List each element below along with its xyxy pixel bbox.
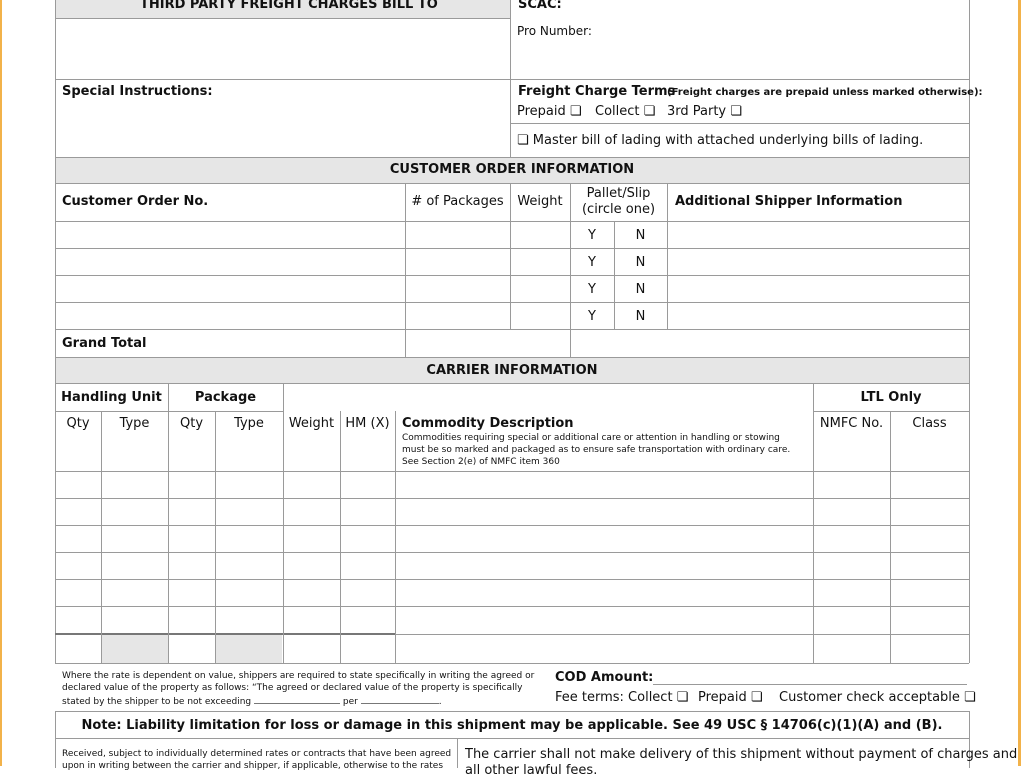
carrier-total-cell-1 xyxy=(101,634,168,663)
grand-total-label: Grand Total xyxy=(62,336,147,351)
customer-order-no-header: Customer Order No. xyxy=(62,194,209,209)
hm-header: HM (X) xyxy=(345,416,390,431)
hu-type-header: Type xyxy=(119,416,150,431)
hu-qty-header: Qty xyxy=(66,416,90,431)
received-line-2: upon in writing between the carrier and shipper, if applicable, otherwise to the rates xyxy=(62,761,444,771)
value-note-line-1: Where the rate is dependent on value, shippers are required to state specifically in writing the agreed or xyxy=(62,671,535,681)
cod-amount-label: COD Amount: xyxy=(555,670,654,685)
pallet-yes-1[interactable]: Y xyxy=(588,228,596,243)
fee-customer-check-checkbox[interactable]: Customer check acceptable ❏ xyxy=(779,690,976,705)
value-note-line-3 xyxy=(62,694,442,708)
nmfc-header: NMFC No. xyxy=(819,416,884,431)
pkg-qty-header: Qty xyxy=(179,416,204,431)
ltl-only-header: LTL Only xyxy=(860,390,922,405)
cod-amount-line[interactable] xyxy=(653,684,967,685)
handling-unit-header: Handling Unit xyxy=(61,390,162,405)
value-note-line-3-b: per xyxy=(342,697,358,707)
class-header: Class xyxy=(912,416,947,431)
carrier-delivery-line-2: all other lawful fees. xyxy=(465,763,598,778)
freight-terms-label: Freight Charge Terms xyxy=(518,84,676,99)
commodity-description-header: Commodity Description xyxy=(402,416,574,431)
weight-header: Weight xyxy=(517,194,563,209)
customer-order-title: CUSTOMER ORDER INFORMATION xyxy=(389,162,635,177)
pallet-no-1[interactable]: N xyxy=(635,228,646,243)
third-party-bill-to-title: THIRD PARTY FREIGHT CHARGES BILL TO xyxy=(140,0,438,12)
additional-shipper-info-header: Additional Shipper Information xyxy=(675,194,903,209)
terms-third-party-checkbox[interactable]: 3rd Party ❏ xyxy=(667,104,742,119)
pallet-no-3[interactable]: N xyxy=(635,282,646,297)
circle-one-header: (circle one) xyxy=(581,202,656,217)
package-header: Package xyxy=(194,390,257,405)
carrier-delivery-line-1: The carrier shall not make delivery of this shipment without payment of charges and xyxy=(465,747,1018,762)
pallet-no-4[interactable]: N xyxy=(635,309,646,324)
pallet-yes-3[interactable]: Y xyxy=(588,282,596,297)
pallet-yes-4[interactable]: Y xyxy=(588,309,596,324)
received-line-1: Received, subject to individually determined rates or contracts that have been agreed xyxy=(62,749,452,759)
fee-collect-checkbox[interactable]: Fee terms: Collect ❏ xyxy=(555,690,689,705)
special-instructions-label: Special Instructions: xyxy=(62,84,213,99)
scac-label: SCAC: xyxy=(518,0,562,12)
pallet-slip-header: Pallet/Slip xyxy=(586,186,651,201)
value-note-line-3-c: . xyxy=(438,697,442,707)
pallet-yes-2[interactable]: Y xyxy=(588,255,596,270)
value-per-blank[interactable] xyxy=(361,694,439,704)
fee-prepaid-checkbox[interactable]: Prepaid ❏ xyxy=(698,690,763,705)
pallet-no-2[interactable]: N xyxy=(635,255,646,270)
master-bol-checkbox[interactable]: ❏ Master bill of lading with attached underlying bills of lading. xyxy=(517,133,924,148)
freight-terms-note: (Freight charges are prepaid unless marked otherwise): xyxy=(667,87,983,98)
carrier-info-title: CARRIER INFORMATION xyxy=(426,363,598,378)
terms-prepaid-checkbox[interactable]: Prepaid ❏ xyxy=(517,104,582,119)
pkg-type-header: Type xyxy=(234,416,264,431)
carrier-total-cell-2 xyxy=(215,634,282,663)
value-amount-blank[interactable] xyxy=(254,694,340,704)
carrier-weight-header: Weight xyxy=(288,416,335,431)
pro-number-label: Pro Number: xyxy=(517,24,592,38)
terms-collect-checkbox[interactable]: Collect ❏ xyxy=(595,104,656,119)
value-note-line-2: declared value of the property as follows: “The agreed or declared value of the property is specifically xyxy=(62,683,523,693)
packages-header: # of Packages xyxy=(411,194,504,209)
value-note-line-3-a: stated by the shipper to be not exceeding xyxy=(62,697,252,707)
liability-note: Note: Liability limitation for loss or damage in this shipment may be applicable. See 49 USC § 14706(c)(1)(A) and (B). xyxy=(81,718,943,733)
commodity-note: Commodities requiring special or additional care or attention in handling or stowing must be so marked and packaged as to ensure safe transportation with ordinary care. See Section 2(e) of NMFC item 360 xyxy=(402,433,791,467)
